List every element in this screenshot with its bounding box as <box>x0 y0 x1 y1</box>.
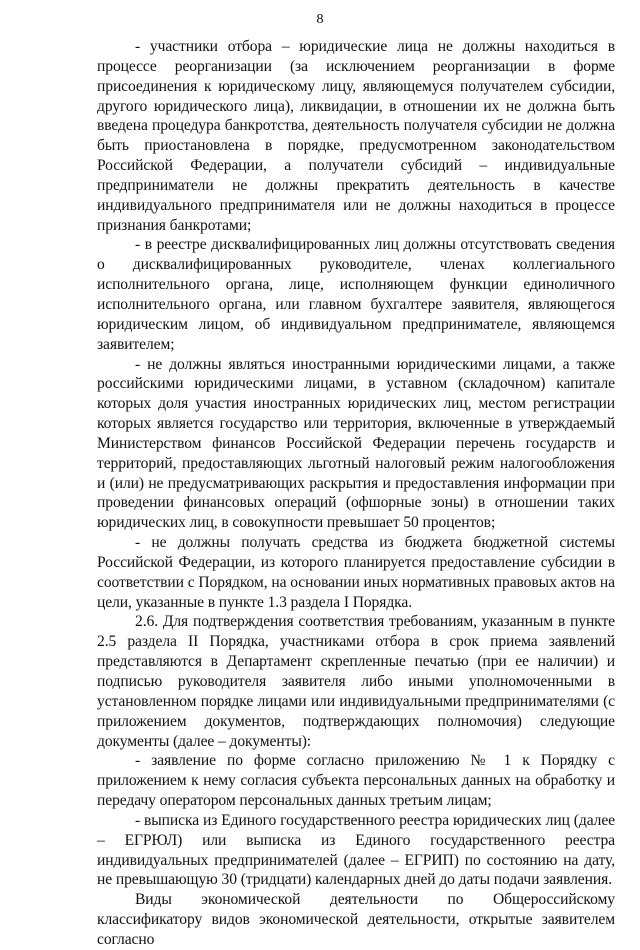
paragraph-reorganization-requirement: - участники отбора – юридические лица не должны находиться в процессе реорганизации (за исключением реорганизации в форме присоединения к юридическому лицу, являющемуся получателем субсидии, другого юридического лица), ликвидации, в отношении их не должна быть введена процедура банкротства, деятельность получателя субсидии не должна быть приостановлена в порядке, предусмотренном законодательством Российской Федерации, а получатели субсидий – индивидуальные предприниматели не должны прекратить деятельность в качестве индивидуального предпринимателя или не должны находиться в процессе признания банкротами; <box>97 38 615 234</box>
document-body <box>97 37 615 950</box>
paragraph-clause-2-6: 2.6. Для подтверждения соответствия требованиям, указанным в пункте 2.5 раздела II Порядка, участниками отбора в срок приема заявлений представляются в Департамент скрепленные печатью (при ее наличии) и подписью руководителя заявителя либо иными уполномоченными в установленном порядке лицами или индивидуальными предпринимателями (с приложением документов, подтверждающих полномочия) следующие документы (далее – документы): <box>97 613 615 750</box>
paragraph-application-form: - заявление по форме согласно приложению № 1 к Порядку с приложением к нему согласия субъекта персональных данных на обработку и передачу оператором персональных данных третьим лицам; <box>97 752 615 810</box>
page-number: 8 <box>316 12 324 27</box>
paragraph-budget-funds-requirement: - не должны получать средства из бюджета бюджетной системы Российской Федерации, из которого планируется предоставление субсидии в соответствии с Порядком, на основании иных нормативных правовых актов на цели, указанные в пункте 1.3 раздела I Порядка. <box>97 534 615 611</box>
paragraph-economic-activity-types: Виды экономической деятельности по Общероссийскому классификатору видов экономической деятельности, открытые заявителем согласно <box>97 891 615 948</box>
paragraph-registry-extract: - выписка из Единого государственного реестра юридических лиц (далее – ЕГРЮЛ) или выписка из Единого государственного реестра индивидуальных предпринимателей (далее – ЕГРИП) по состоянию на дату, не превышающую 30 (тридцати) календарных дней до даты подачи заявления. <box>97 811 615 889</box>
paragraph-disqualified-persons-requirement: - в реестре дисквалифицированных лиц должны отсутствовать сведения о дисквалифицированных руководителе, членах коллегиального исполнительного органа, лице, исполняющем функции единоличного исполнительного органа, или главном бухгалтере заявителя, являющегося юридическим лицом, об индивидуальном предпринимателе, являющемся заявителем; <box>97 236 615 353</box>
paragraph-foreign-entities-requirement: - не должны являться иностранными юридическими лицами, а также российскими юридическими лицами, в уставном (складочном) капитале которых доля участия иностранных юридических лиц, местом регистрации которых является государство или территория, включенные в утверждаемый Министерством финансов Российской Федерации перечень государств и территорий, предоставляющих льготный налоговый режим налогообложения и (или) не предусматривающих раскрытия и предоставления информации при проведении финансовых операций (офшорные зоны) в отношении таких юридических лиц, в совокупности превышает 50 процентов; <box>97 355 615 532</box>
